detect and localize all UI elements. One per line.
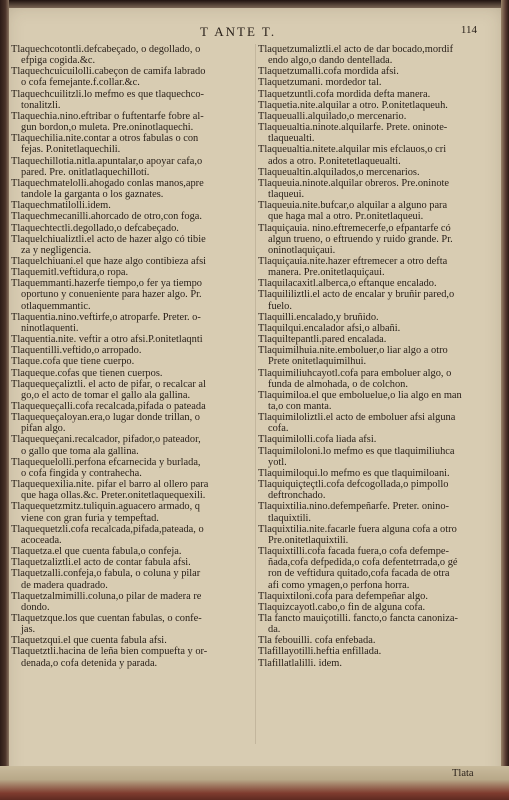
dictionary-line: Tlaqueualtia.nitete.alquilar mis efclauos,o cri <box>258 144 447 156</box>
dictionary-line: da. <box>268 624 281 636</box>
left-column <box>11 44 254 669</box>
dictionary-line: Tlaquequeçani.recalcador, pifador,o pateador, <box>11 434 201 446</box>
dictionary-line: Tlaquetztli.hacina de leña bien compuefta y or- <box>11 646 208 658</box>
dictionary-line: ñada,cofa defpedida,o cofa defentetrrada,o gé <box>268 557 458 569</box>
dictionary-line: Tlaquilli.encalado,y bruñido. <box>258 311 379 323</box>
dictionary-line: Tlaquechia.nino.eftribar o fuftentarfe fobre al- <box>11 110 204 122</box>
dictionary-line: Tlaquimilhuia.nite.emboluer,o liar algo a otro <box>258 345 448 357</box>
dictionary-line: Tlaquetzaliztli.el acto de contar fabula afsi. <box>11 557 191 569</box>
dictionary-line: Tlaquilacaxitl.alberca,o eftanque encalado. <box>258 278 437 290</box>
page-left-edge <box>0 0 9 800</box>
dictionary-line: yotl. <box>268 456 287 468</box>
dictionary-line: ados a otro. P.onitetetlaqueualti. <box>268 155 401 167</box>
dictionary-line: Tlaquequeçaliztli. el acto de pifar, o recalcar al <box>11 378 206 390</box>
dictionary-line: denada,o cofa detenida y parada. <box>21 657 158 669</box>
dictionary-line: dondo. <box>21 601 50 613</box>
dictionary-line: deftronchado. <box>268 490 326 502</box>
dictionary-line: Tlafillayotilli.heftia enfillada. <box>258 646 382 658</box>
dictionary-line: Tlaquixtilia.nino.defempeñarfe. Preter. onino- <box>258 501 450 513</box>
dictionary-line: Tlaquimiloloni.lo mefmo es que tlaquimiliuhca <box>258 445 455 457</box>
dictionary-line: Tlaquequetzmitz.tuliquin.aguacero armado, q <box>11 501 200 513</box>
dictionary-line: jas. <box>21 624 36 636</box>
dictionary-line: afi como ymagen,o perfona horra. <box>268 579 410 591</box>
dictionary-line: Tlaquiltepantli.pared encalada. <box>258 334 387 346</box>
running-head: T ANTE T. <box>200 24 277 39</box>
dictionary-line: otlaquemmantic. <box>21 300 91 312</box>
dictionary-line: Tlaquechcuilitzli.lo mefmo es que tlaquechco- <box>11 88 205 100</box>
dictionary-line: Tlaquechmatelolli.ahogado conlas manos,apre <box>11 177 204 189</box>
dictionary-line: Tlaquechmecanilli.ahorcado de otro,con foga. <box>11 211 202 223</box>
page-top-edge <box>0 0 509 8</box>
dictionary-line: Tla fancto mauiçotilli. fancto,o fancta canoniza- <box>258 612 458 624</box>
dictionary-line: o cofa femejante.f.collar.&c. <box>21 77 140 89</box>
dictionary-line: Tlaqueuia.ninote.alquilar obreros. Pre.oninote <box>258 177 450 189</box>
dictionary-line: pared. Pre. onitlatlaquechillotí. <box>21 166 150 178</box>
dictionary-line: Tlaquechilia.nite.contar a otros fabulas o con <box>11 133 199 145</box>
dictionary-line: Tla febouilli. cofa enfebada. <box>258 635 376 647</box>
dictionary-line: manera. Pre.onitetlaquiçaui. <box>268 267 385 279</box>
dictionary-line: funda de almohada, o de colchon. <box>268 378 408 390</box>
dictionary-line: cofa. <box>268 423 289 435</box>
dictionary-line: Tlaquetia.nite.alquilar a otro. P.onitetlaqueuh. <box>258 99 448 111</box>
dictionary-line: ron de veftidura quitado,cofa facada de otra <box>268 568 450 580</box>
dictionary-line: viene con gran furia y tempeftad. <box>21 512 159 524</box>
dictionary-line: Tlaquiçauia. nino.eftremecerfe,o efpantarfe có <box>258 222 451 234</box>
dictionary-line: Pre.onitetlaquixtili. <box>268 534 349 546</box>
dictionary-line: endo algo,o dando dentellada. <box>268 55 393 67</box>
dictionary-line: o cofa fingida y contrahecha. <box>21 467 142 479</box>
dictionary-line: Tlaquimiliuhcayotl.cofa para emboluer algo, o <box>258 367 452 379</box>
dictionary-line: Tlaquilqui.encalador afsi,o albañi. <box>258 322 401 334</box>
dictionary-line: Tlaqueuia.nite.bufcar,o alquilar a alguno para <box>258 200 448 212</box>
dictionary-line: Tlaquelchiualiztli.el acto de hazer algo có tibie <box>11 233 206 245</box>
dictionary-line: Tlaquechcotontli.defcabeçado, o degollado, o <box>11 44 201 55</box>
dictionary-line: tonalitzli. <box>21 99 61 111</box>
dictionary-line: fuelo. <box>268 300 292 312</box>
dictionary-line: ta,o con manta. <box>268 401 332 412</box>
dictionary-line: Tlaquililiztli.el acto de encalar y bruñir pared,o <box>258 289 455 301</box>
dictionary-line: de madera quadrado. <box>21 579 108 591</box>
dictionary-line: Tlaqueualtia.ninote.alquilarfe. Prete. oninote- <box>258 122 448 134</box>
dictionary-line: Tlaquechmatilolli.idem. <box>11 200 111 212</box>
dictionary-line: Tlaquequetzli.cofa recalcada,pifada,pateada, o <box>11 523 204 535</box>
dictionary-line: Tlaquequexilia.nite. pifar el barro al ollero para <box>11 479 209 491</box>
dictionary-line: za y negligencia. <box>21 244 92 256</box>
dictionary-line: Tlaquetzuntli.cofa mordida defta manera. <box>258 88 431 100</box>
dictionary-line: Tlaquequeçalli.cofa recalcada,pifada o pateada <box>11 401 206 412</box>
dictionary-line: Tlaquimiloliztli.el acto de emboluer afsi alguna <box>258 412 456 424</box>
dictionary-line: go,o el acto de tomar el gallo ala gallina. <box>21 389 191 401</box>
dictionary-line: Tlaquequelolli.perfona efcarnecida y burlada, <box>11 456 201 468</box>
column-divider <box>255 44 256 744</box>
dictionary-line: tlaquixtili. <box>268 512 312 524</box>
dictionary-line: Tlaquimiloqui.lo mefmo es que tlaquimiloani. <box>258 467 450 479</box>
right-column <box>258 44 490 669</box>
dictionary-line: tlaqueui. <box>268 189 305 201</box>
dictionary-line: Tlaquetza.el que cuenta fabula,o confeja. <box>11 546 182 558</box>
dictionary-line: Tlaqueque.cofas que tienen cuerpos. <box>11 367 163 379</box>
dictionary-line: que haga mal a otro. Pr.onitetlaqueui. <box>268 211 424 223</box>
dictionary-line: ninotlaquenti. <box>21 322 79 334</box>
dictionary-line: Tlaquemitl.veftidura,o ropa. <box>11 267 129 279</box>
folio-number: 114 <box>460 24 477 36</box>
dictionary-line: Tlaquetzalmimilli.coluna,o pilar de madera re <box>11 590 202 602</box>
dictionary-line: Prete onitetlaquimilhui. <box>268 356 367 368</box>
dictionary-line: Tlaquentia.nino.veftirfe,o atroparfe. Preter. o- <box>11 311 201 323</box>
dictionary-line: Tlaquimilolli.cofa liada afsi. <box>258 434 377 446</box>
dictionary-line: Tlafillatlalilli. idem. <box>258 657 342 669</box>
dictionary-line: Tlaquechtectli.degollado,o defcabeçado. <box>11 222 179 234</box>
dictionary-line: Tlaquetzumaliztli.el acto de dar bocado,mordif <box>258 44 454 55</box>
page-bottom-edge <box>0 766 509 800</box>
dictionary-line: Tlaquimiloa.el que emboluelue,o lia algo en man <box>258 389 462 401</box>
page-right-edge <box>501 0 509 800</box>
dictionary-line: Tlaquemmanti.hazerfe tiempo,o fer ya tiempo <box>11 278 202 290</box>
catchword: Tlata <box>452 768 474 779</box>
dictionary-line: gun bordon,o muleta. Pre.oninotlaquechi. <box>21 122 194 134</box>
dictionary-line: Tlaquixtilia.nite.facarle fuera alguna cofa a otro <box>258 523 457 535</box>
dictionary-line: o gallo que toma ala gallina. <box>21 445 139 457</box>
dictionary-line: Tlaquetzqui.el que cuenta fabula afsi. <box>11 635 167 647</box>
dictionary-line: oportuno y conueniente para hazer algo. Pr. <box>21 289 202 301</box>
page-header <box>0 24 509 40</box>
dictionary-line: Tlaquentia.nite. veftir a otro afsi.P.onitetlaqnti <box>11 334 203 346</box>
dictionary-line: Tlaquentilli.veftido,o arropado. <box>11 345 142 357</box>
dictionary-line: Tlaquelchiuani.el que haze algo contibieza afsi <box>11 255 207 267</box>
dictionary-line: Tlaquiquiçteçtli.cofa defcogollada,o pimpollo <box>258 479 449 491</box>
dictionary-line: Tlaquechillotia.nitla.apuntalar,o apoyar cafa,o <box>11 155 203 167</box>
dictionary-line: Tlaquetzumani. mordedor tal. <box>258 77 382 89</box>
dictionary-line: tlaqueualti. <box>268 133 315 145</box>
dictionary-line: Tlaquequeçaloyan.era,o lugar donde trillan, o <box>11 412 200 424</box>
dictionary-line: Tlaquixtiloni.cofa para defempeñar algo. <box>258 590 428 602</box>
dictionary-line: Tlaquetzalli.confeja,o fabula, o coluna y pilar <box>11 568 201 580</box>
dictionary-line: Tlaqueualli.alquilado,o mercenario. <box>258 110 407 122</box>
dictionary-line: Tlaque.cofa que tiene cuerpo. <box>11 356 135 368</box>
dictionary-line: algun trueno, o eftruendo y ruido grande. Pr. <box>268 233 453 245</box>
dictionary-line: pifan algo. <box>21 423 66 435</box>
dictionary-line: Tlaquiçauia.nite.hazer eftremecer a otro defta <box>258 255 448 267</box>
dictionary-line: tandole la garganta o los gaznates. <box>21 189 164 201</box>
dictionary-line: efpiga cogida.&c. <box>21 55 96 67</box>
dictionary-line: Tlaqueualtin.alquilados,o mercenarios. <box>258 166 420 178</box>
dictionary-line: Tlaquizcayotl.cabo,o fin de alguna cofa. <box>258 601 426 613</box>
dictionary-line: fejas. P.onitetlaquechili. <box>21 144 121 156</box>
dictionary-line: Tlaquixtilli.cofa facada fuera,o cofa defempe- <box>258 546 449 558</box>
dictionary-line: acoceada. <box>21 534 62 546</box>
dictionary-line: oninotlaquiçaui. <box>268 244 336 256</box>
dictionary-line: Tlaquetzque.los que cuentan fabulas, o confe- <box>11 612 202 624</box>
dictionary-line: Tlaquetzumalli.cofa mordida afsi. <box>258 66 399 78</box>
dictionary-line: que haga ollas.&c. Preter.onitetlaquequexili. <box>21 490 206 502</box>
dictionary-line: Tlaquechcuicuilolli.cabeçon de camifa labrado <box>11 66 206 78</box>
